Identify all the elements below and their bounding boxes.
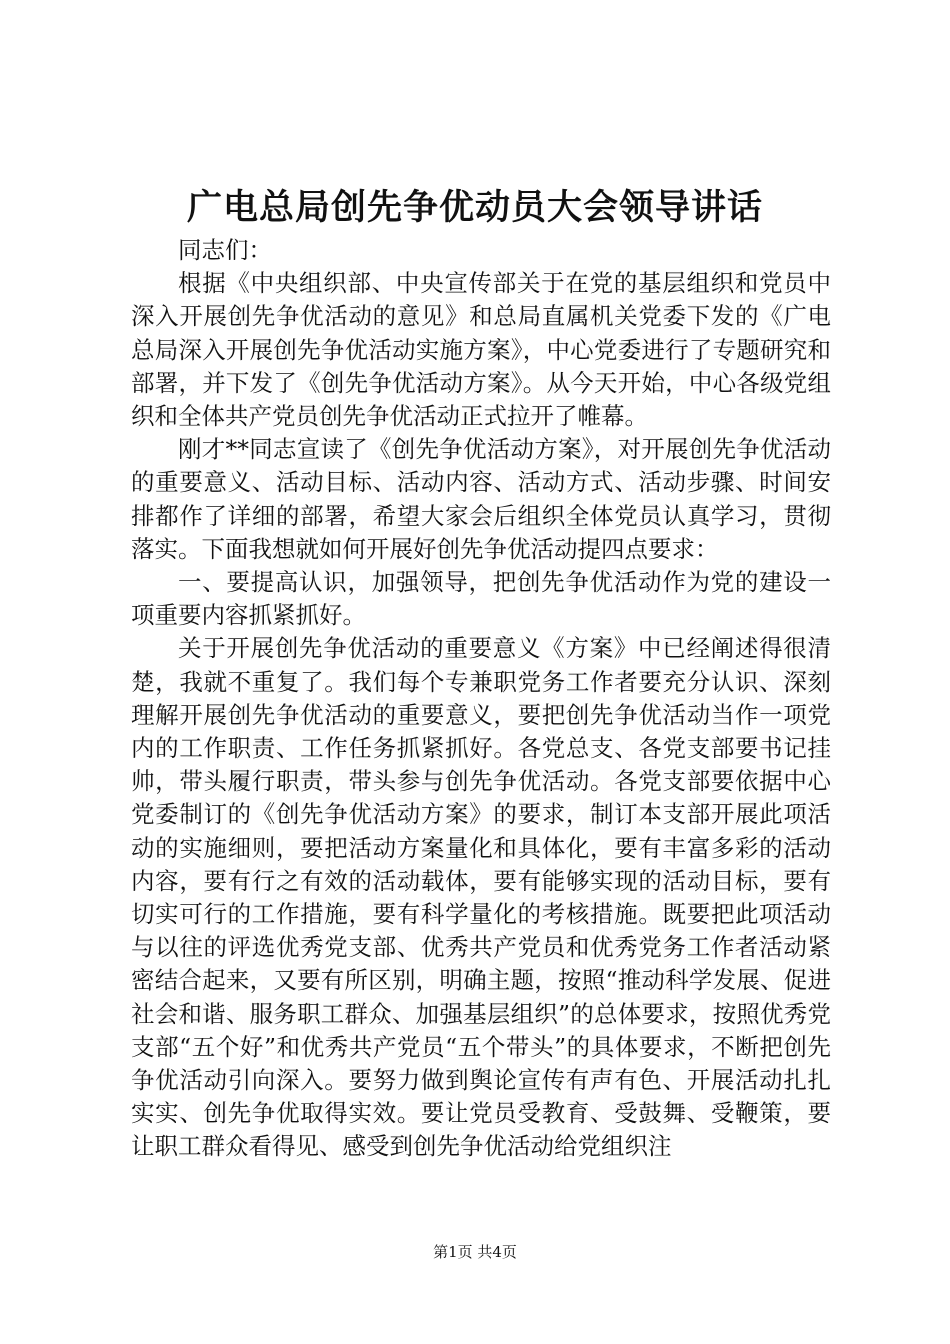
paragraph-point-one-heading: 一、要提高认识，加强领导，把创先争优活动作为党的建设一项重要内容抓紧抓好。: [131, 568, 831, 630]
page-title: 广电总局创先争优动员大会领导讲话: [186, 188, 763, 228]
paragraph-requirements: 刚才**同志宣读了《创先争优活动方案》，对开展创先争优活动的重要意义、活动目标、活动内容、活动方式、活动步骤、时间安排都作了详细的部署，希望大家会后组织全体党员认真学习，贯彻落实。下面我想就如何开展好创先争优活动提四点要求：: [131, 435, 831, 563]
paragraph-intro: 根据《中央组织部、中央宣传部关于在党的基层组织和党员中深入开展创先争优活动的意见》和总局直属机关党委下发的《广电总局深入开展创先争优活动实施方案》，中心党委进行了专题研究和部署，并下发了《创先争优活动方案》。从今天开始，中心各级党组织和全体共产党员创先争优活动正式拉开了帷幕。: [131, 269, 831, 431]
document-body: [131, 234, 831, 1164]
paragraph-greeting: 同志们：: [178, 236, 272, 264]
page-footer: 第1页 共4页: [433, 1243, 517, 1261]
paragraph-point-one-body: 关于开展创先争优活动的重要意义《方案》中已经阐述得很清楚，我就不重复了。我们每个专兼职党务工作者要充分认识、深刻理解开展创先争优活动的重要意义，要把创先争优活动当作一项党内的工作职责、工作任务抓紧抓好。各党总支、各党支部要书记挂帅，带头履行职责，带头参与创先争优活动。各党支部要依据中心党委制订的《创先争优活动方案》的要求，制订本支部开展此项活动的实施细则，要把活动方案量化和具体化，要有丰富多彩的活动内容，要有行之有效的活动载体，要有能够实现的活动目标，要有切实可行的工作措施，要有科学量化的考核措施。既要把此项活动与以往的评选优秀党支部、优秀共产党员和优秀党务工作者活动紧密结合起来，又要有所区别，明确主题，按照“推动科学发展、促进社会和谐、服务职工群众、加强基层组织”的总体要求，按照优秀党支部“五个好”和优秀共产党员“五个带头”的具体要求，不断把创先争优活动引向深入。要努力做到舆论宣传有声有色、开展活动扎扎实实、创先争优取得实效。要让党员受教育、受鼓舞、受鞭策，要让职工群众看得见、感受到创先争优活动给党组织注: [131, 634, 831, 1161]
